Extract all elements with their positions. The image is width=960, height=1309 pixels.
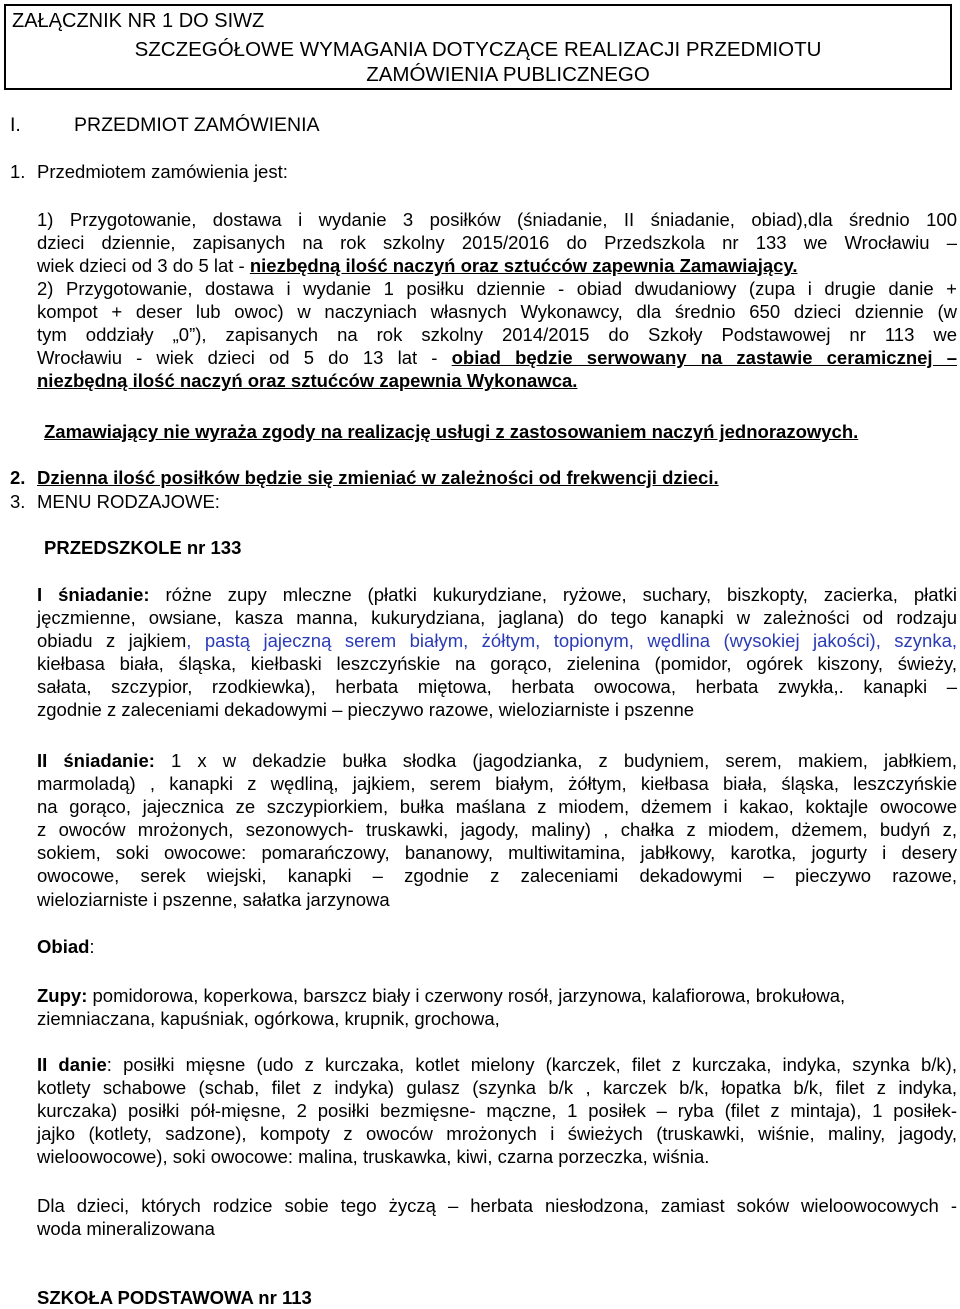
breakfast-section bbox=[37, 583, 957, 722]
point-3-number: 3. bbox=[10, 491, 26, 512]
requirement-1-line: 1) Przygotowanie, dostawa i wydanie 3 posiłków (śniadanie, II śniadanie, obiad),dla średnio 100 bbox=[37, 209, 957, 230]
item-intro: Przedmiotem zamówienia jest: bbox=[37, 161, 288, 182]
item-number: 1. bbox=[10, 161, 26, 182]
second-breakfast-section bbox=[37, 749, 957, 911]
point-3-text: MENU RODZAJOWE: bbox=[37, 491, 220, 512]
requirement-2-text: Wrocławiu - wiek dzieci od 5 do 13 lat - bbox=[37, 347, 452, 369]
disposable-dishes-notice: Zamawiający nie wyraża zgody na realizację usługi z zastosowaniem naczyń jednorazowych. bbox=[44, 421, 859, 442]
document-header bbox=[4, 4, 952, 90]
document-title-line1: SZCZEGÓŁOWE WYMAGANIA DOTYCZĄCE REALIZACJI PRZEDMIOTU bbox=[134, 38, 822, 61]
children-note-line: Dla dzieci, których rodzice sobie tego życzą – herbata niesłodzona, zamiast soków wieloowocowych - bbox=[37, 1195, 957, 1216]
ceramic-note: obiad będzie serwowany na zastawie ceramicznej – bbox=[451, 347, 957, 369]
document-title-line2: ZAMÓWIENIA PUBLICZNEGO bbox=[366, 63, 650, 86]
requirement-2-line bbox=[37, 369, 957, 392]
breakfast-text: , pastą jajeczną serem białym, żółtym, topionym, wędlina (wysokiej jakości), szynka, bbox=[186, 630, 957, 652]
lunch-label: Obiad bbox=[37, 936, 90, 957]
requirement-1 bbox=[37, 208, 957, 277]
main-course-line: jajko (kotlety, sadzone), kompoty z owoców mrożonych i świeżych (truskawki, wiśnie, maliny, jagody, bbox=[37, 1123, 957, 1145]
lunch-heading bbox=[37, 936, 95, 958]
breakfast-text: różne zupy mleczne (płatki kukurydziane, ryżowe, suchary, biszkopty, zacierka, płatki bbox=[149, 584, 958, 605]
soups-label: Zupy: bbox=[37, 985, 88, 1006]
main-course-line: kurczaka) posiłki pół-mięsne, 2 posiłki bezmięsne- mączne, 1 posiłek – ryba (filet z mintaja), 1 posiłek- bbox=[37, 1100, 957, 1122]
main-course-section bbox=[37, 1053, 957, 1168]
preschool-heading: PRZEDSZKOLE nr 133 bbox=[44, 537, 242, 558]
cutlery-note-orderer: niezbędną ilość naczyń oraz sztućców zapewnia Zamawiający. bbox=[249, 255, 798, 277]
requirement-1-text: wiek dzieci od 3 do 5 lat - bbox=[37, 255, 250, 277]
main-course-label: II danie bbox=[37, 1054, 107, 1075]
annex-label: ZAŁĄCZNIK NR 1 DO SIWZ bbox=[12, 10, 265, 32]
main-course-line: wieloowocowe), soki owocowe: malina, truskawka, kiwi, czarna porzeczka, wiśnia. bbox=[37, 1146, 710, 1168]
school-heading: SZKOŁA PODSTAWOWA nr 113 bbox=[37, 1287, 312, 1308]
second-breakfast-line: sokiem, soki owocowe: pomarańczowy, bananowy, multiwitamina, jabłkowy, karotka, jogurty i desery bbox=[37, 842, 957, 864]
point-2-number: 2. bbox=[10, 467, 26, 488]
breakfast-label: I śniadanie: bbox=[37, 584, 150, 605]
breakfast-line: zgodnie z zaleceniami dekadowymi – pieczywo razowe, wieloziarniste i pszenne bbox=[37, 699, 695, 721]
second-breakfast-line: wieloziarniste i pszenne, sałatka jarzynowa bbox=[37, 888, 390, 910]
soups-text: pomidorowa, koperkowa, barszcz biały i czerwony rosół, jarzynowa, kalafiorowa, brokułowa, bbox=[87, 985, 846, 1006]
requirement-2-line: kompot + deser lub owoc) w naczyniach własnych Wykonawcy, dla średnio 650 dzieci dziennie (w bbox=[37, 301, 957, 323]
second-breakfast-label: II śniadanie: bbox=[37, 750, 155, 771]
soups-line bbox=[37, 984, 957, 1007]
second-breakfast-line bbox=[37, 749, 957, 772]
main-course-text: : posiłki mięsne (udo z kurczaka, kotlet mielony (karczek, filet z kurczaka, indyka, szynka b/k), bbox=[106, 1054, 957, 1075]
breakfast-line bbox=[37, 629, 957, 652]
point-2-text: Dzienna ilość posiłków będzie się zmieniać w zależności od frekwencji dzieci. bbox=[37, 467, 719, 488]
cutlery-note-contractor: niezbędną ilość naczyń oraz sztućców zapewnia Wykonawca. bbox=[37, 370, 578, 392]
soups-section bbox=[37, 984, 957, 1030]
breakfast-line bbox=[37, 583, 957, 606]
breakfast-text: obiadu z jajkiem bbox=[37, 630, 187, 652]
second-breakfast-line: na gorąco, jajecznica ze szczypiorkiem, bułka maślana z miodem, dżemem i kakao, koktajle owocowe bbox=[37, 796, 957, 818]
section-title: PRZEDMIOT ZAMÓWIENIA bbox=[74, 114, 320, 136]
requirement-1-line: dzieci dziennie, zapisanych na rok szkolny 2015/2016 do Przedszkola nr 133 we Wrocławiu – bbox=[37, 232, 957, 254]
lunch-colon: : bbox=[89, 936, 95, 957]
requirement-2-line: 2) Przygotowanie, dostawa i wydanie 1 posiłku dziennie - obiad dwudaniowy (zupa i drugie danie + bbox=[37, 278, 957, 299]
main-course-line bbox=[37, 1053, 957, 1076]
soups-line: ziemniaczana, kapuśniak, ogórkowa, krupnik, grochowa, bbox=[37, 1008, 500, 1030]
second-breakfast-line: z owoców mrożonych, sezonowych- truskawki, jagody, maliny) , chałka z miodem, dżemem, budyń z, bbox=[37, 819, 957, 841]
second-breakfast-line: marmoladą) , kanapki z wędliną, jajkiem, serem białym, żółtym, kiełbasa biała, śląska, leszczyńskie bbox=[37, 773, 957, 795]
requirement-2-line bbox=[37, 346, 957, 369]
section-number: I. bbox=[10, 114, 21, 136]
requirement-1-line bbox=[37, 254, 957, 277]
requirement-2-line: tym oddziały „0”), zapisanych na rok szkolny 2014/2015 do Szkoły Podstawowej nr 113 we bbox=[37, 324, 957, 346]
breakfast-line: kiełbasa biała, śląska, kiełbaski leszczyńskie na gorąco, zielenina (pomidor, ogórek kiszony, świeży, bbox=[37, 653, 957, 675]
main-course-line: kotlety schabowe (schab, filet z indyka) gulasz (szynka b/k , karczek b/k, łopatka b/k, filet z indyka, bbox=[37, 1077, 957, 1099]
children-note bbox=[37, 1194, 957, 1240]
children-note-line: woda mineralizowana bbox=[37, 1218, 215, 1240]
second-breakfast-text: 1 x w dekadzie bułka słodka (jagodzianka, z budyniem, serem, makiem, jabłkiem, bbox=[154, 750, 957, 771]
second-breakfast-line: owocowe, serek wiejski, kanapki – zgodnie z zaleceniami dekadowymi – pieczywo razowe, bbox=[37, 865, 957, 887]
requirement-2 bbox=[37, 277, 957, 392]
breakfast-line: jęczmienne, owsiane, kasza manna, kukurydziana, jaglana) do tego kanapki w zależności od rodzaju bbox=[37, 607, 957, 629]
breakfast-line: sałata, szczypior, rzodkiewka), herbata miętowa, herbata owocowa, herbata zwykła,. kanapki – bbox=[37, 676, 957, 698]
